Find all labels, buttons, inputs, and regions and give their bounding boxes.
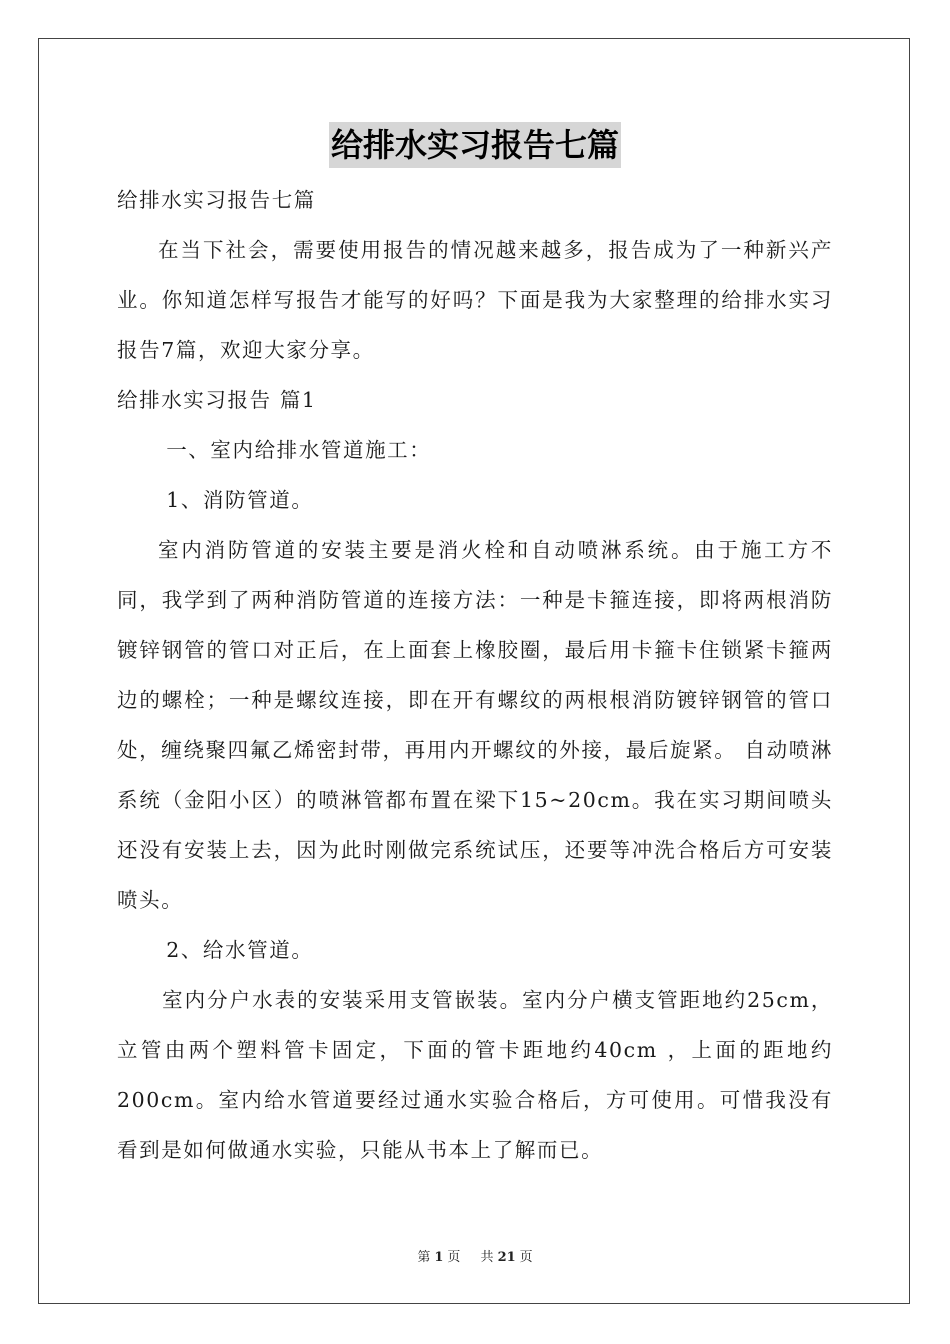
water-pipe-paragraph: 室内分户水表的安装采用支管嵌装。室内分户横支管距地约25cm，立管由两个塑料管卡固定，下面的管卡距地约40cm ，上面的距地约200cm。室内给水管道要经过通水实验合格后，方可使用。可惜我没有看到是如何做通水实验，只能从书本上了解而已。 <box>117 988 833 1162</box>
item-heading-water-pipe: 2、给水管道。 <box>166 938 314 962</box>
page-prefix: 第 <box>417 1250 431 1265</box>
total-suffix: 页 <box>519 1250 533 1265</box>
page-suffix: 页 <box>447 1250 461 1265</box>
total-pages: 21 <box>497 1250 516 1265</box>
page-total <box>477 1250 537 1265</box>
fire-pipe-paragraph: 室内消防管道的安装主要是消火栓和自动喷淋系统。由于施工方不同，我学到了两种消防管道的连接方法：一种是卡箍连接，即将两根消防镀锌钢管的管口对正后，在上面套上橡胶圈，最后用卡箍卡住锁紧卡箍两边的螺栓；一种是螺纹连接，即在开有螺纹的两根根消防镀锌钢管的管口处，缠绕聚四氟乙烯密封带，再用内开螺纹的外接，最后旋紧。 自动喷淋系统（金阳小区）的喷淋管都布置在梁下15~20cm。我在实习期间喷头还没有安装上去，因为此时刚做完系统试压，还要等冲洗合格后方可安装喷头。 <box>117 538 833 912</box>
part-heading: 一、室内给排水管道施工： <box>166 438 432 462</box>
document-body <box>117 175 833 1175</box>
total-prefix: 共 <box>480 1250 494 1265</box>
current-page: 1 <box>434 1250 444 1265</box>
subtitle: 给排水实习报告七篇 <box>117 188 316 212</box>
section-heading: 给排水实习报告 篇1 <box>117 388 317 412</box>
document-title: 给排水实习报告七篇 <box>329 122 621 168</box>
title-container <box>0 122 950 168</box>
page-footer <box>0 1246 950 1265</box>
page-number <box>413 1250 464 1265</box>
item-heading-fire-pipe: 1、消防管道。 <box>166 488 314 512</box>
intro-paragraph: 在当下社会，需要使用报告的情况越来越多，报告成为了一种新兴产业。你知道怎样写报告才能写的好吗？下面是我为大家整理的给排水实习报告7篇，欢迎大家分享。 <box>117 238 833 362</box>
